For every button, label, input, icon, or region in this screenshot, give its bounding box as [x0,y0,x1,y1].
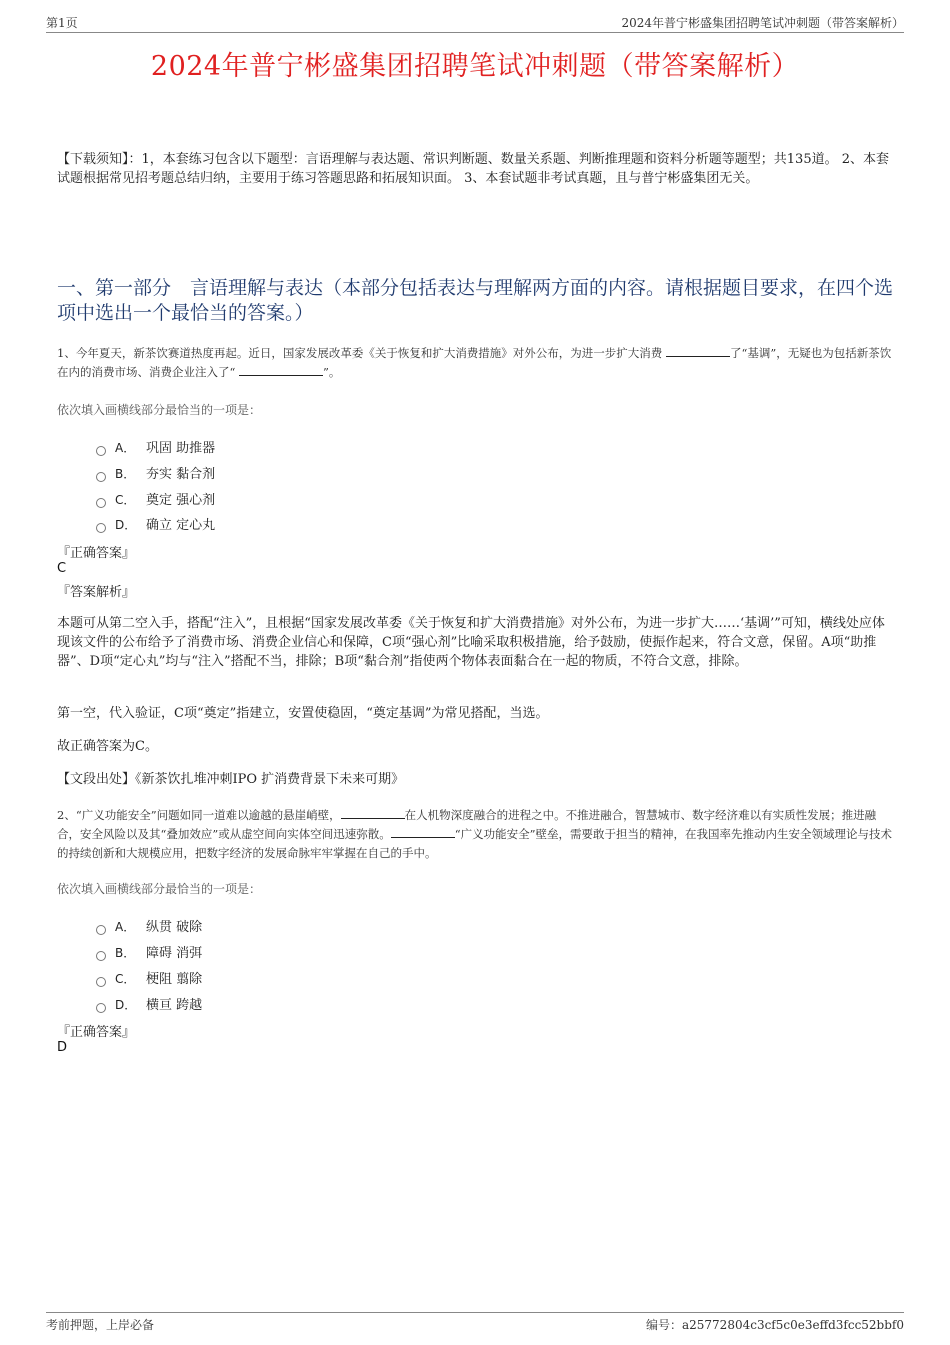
radio-icon[interactable] [96,446,106,456]
q1-option-d[interactable]: D． 确立 定心丸 [96,514,215,534]
q1-answer-label: 『正确答案』 [57,546,136,561]
section-heading: 一、第一部分 言语理解与表达（本部分包括表达与理解两方面的内容。请根据题目要求，在四个选项中选出一个最恰当的答案。） [57,277,894,324]
q1-answer: C [57,561,67,576]
page-number: 第1页 [46,16,78,30]
q1-analysis-label: 『答案解析』 [57,585,136,600]
header-doc-title: 2024年普宁彬盛集团招聘笔试冲刺题（带答案解析） [621,16,904,30]
radio-icon[interactable] [96,925,106,935]
radio-icon[interactable] [96,1003,106,1013]
radio-icon[interactable] [96,523,106,533]
q2-option-b[interactable]: B． 障碍 消弭 [96,942,202,962]
radio-icon[interactable] [96,498,106,508]
question-1-stem [57,344,899,382]
q1-option-b[interactable]: B． 夯实 黏合剂 [96,463,215,483]
radio-icon[interactable] [96,951,106,961]
q2-answer-label: 『正确答案』 [57,1025,136,1040]
page-header [46,14,904,33]
q1-analysis-paragraph-1: 本题可从第二空入手，搭配“注入”，且根据“国家发展改革委《关于恢复和扩大消费措施》对外公布，为进一步扩大……‘基调’”可知，横线处应体现该文件的公布给予了消费市场、消费企业信心和保障，C项“强心剂”比喻采取积极措施，给予鼓励，使振作起来，符合文意，保留。A项“助推器”、D项“定心丸”均与“注入”搭配不当，排除；B项“黏合剂”指使两个物体表面黏合在一起的物质，不符合文意，排除。 [57,616,885,669]
footer-code: 编号：a25772804c3cf5c0e3effd3fcc52bbf0 [645,1318,904,1332]
q2-answer: D [57,1040,68,1055]
radio-icon[interactable] [96,472,106,482]
radio-icon[interactable] [96,977,106,987]
q1-option-a[interactable]: A． 巩固 助推器 [96,437,215,457]
q1-text-part1: 1、今年夏天，新茶饮赛道热度再起。近日，国家发展改革委《关于恢复和扩大消费措施》对外公布，为进一步扩大消费 [57,346,666,360]
q2-text-part3: “广义功能安全”壁垒，需要敢于担当的精神，在我国率先推动内生安全领域理论与技术的持续创新和大规模应用，把数字经济的发展命脉牢牢掌握在自己的手中。 [57,827,893,860]
q2-blank-2 [391,825,455,838]
q2-prompt: 依次填入画横线部分最恰当的一项是： [57,882,262,896]
q1-prompt: 依次填入画横线部分最恰当的一项是： [57,403,262,417]
q2-option-c[interactable]: C． 梗阻 翦除 [96,968,202,988]
q2-option-a[interactable]: A． 纵贯 破除 [96,916,202,936]
document-title: 2024年普宁彬盛集团招聘笔试冲刺题（带答案解析） [150,51,800,82]
q2-option-d[interactable]: D． 横亘 跨越 [96,994,202,1014]
q2-text-part1: 2、“广义功能安全”问题如同一道难以逾越的悬崖峭壁， [57,808,341,822]
q2-text-part2: 在人机物深度融合的进程之中。不推进融合，智慧城市、数字经济难以有实质性发展；推进融合，安全风险以及其“叠加效应”或从虚空间向实体空间迅速弥散。 [57,808,877,841]
q1-blank-2 [239,363,323,376]
q1-option-c[interactable]: C． 奠定 强心剂 [96,489,215,509]
download-notice: 【下载须知】：1，本套练习包含以下题型：言语理解与表达题、常识判断题、数量关系题、判断推理题和资料分析题等题型；共135道。 2、本套试题根据常见招考题总结归纳，主要用于练习答题思路和拓展知识面。 3、本套试题非考试真题，且与普宁彬盛集团无关。 [57,152,889,186]
footer-slogan: 考前押题，上岸必备 [46,1318,155,1332]
page-footer [46,1312,904,1333]
q1-source: 【文段出处】《新茶饮扎堆冲刺IPO 扩消费背景下未来可期》 [57,772,405,787]
q2-blank-1 [341,806,405,819]
question-2-stem [57,806,899,863]
q1-text-part2: 了“基调”，无疑也为包括新茶饮在内的消费市场、消费企业注入了“ [57,346,892,379]
q1-analysis-paragraph-3: 故正确答案为C。 [57,739,158,754]
q1-text-part3: ”。 [323,365,341,379]
q1-analysis-paragraph-2: 第一空，代入验证，C项“奠定”指建立，安置使稳固，“奠定基调”为常见搭配，当选。 [57,706,549,721]
q1-blank-1 [666,344,730,357]
